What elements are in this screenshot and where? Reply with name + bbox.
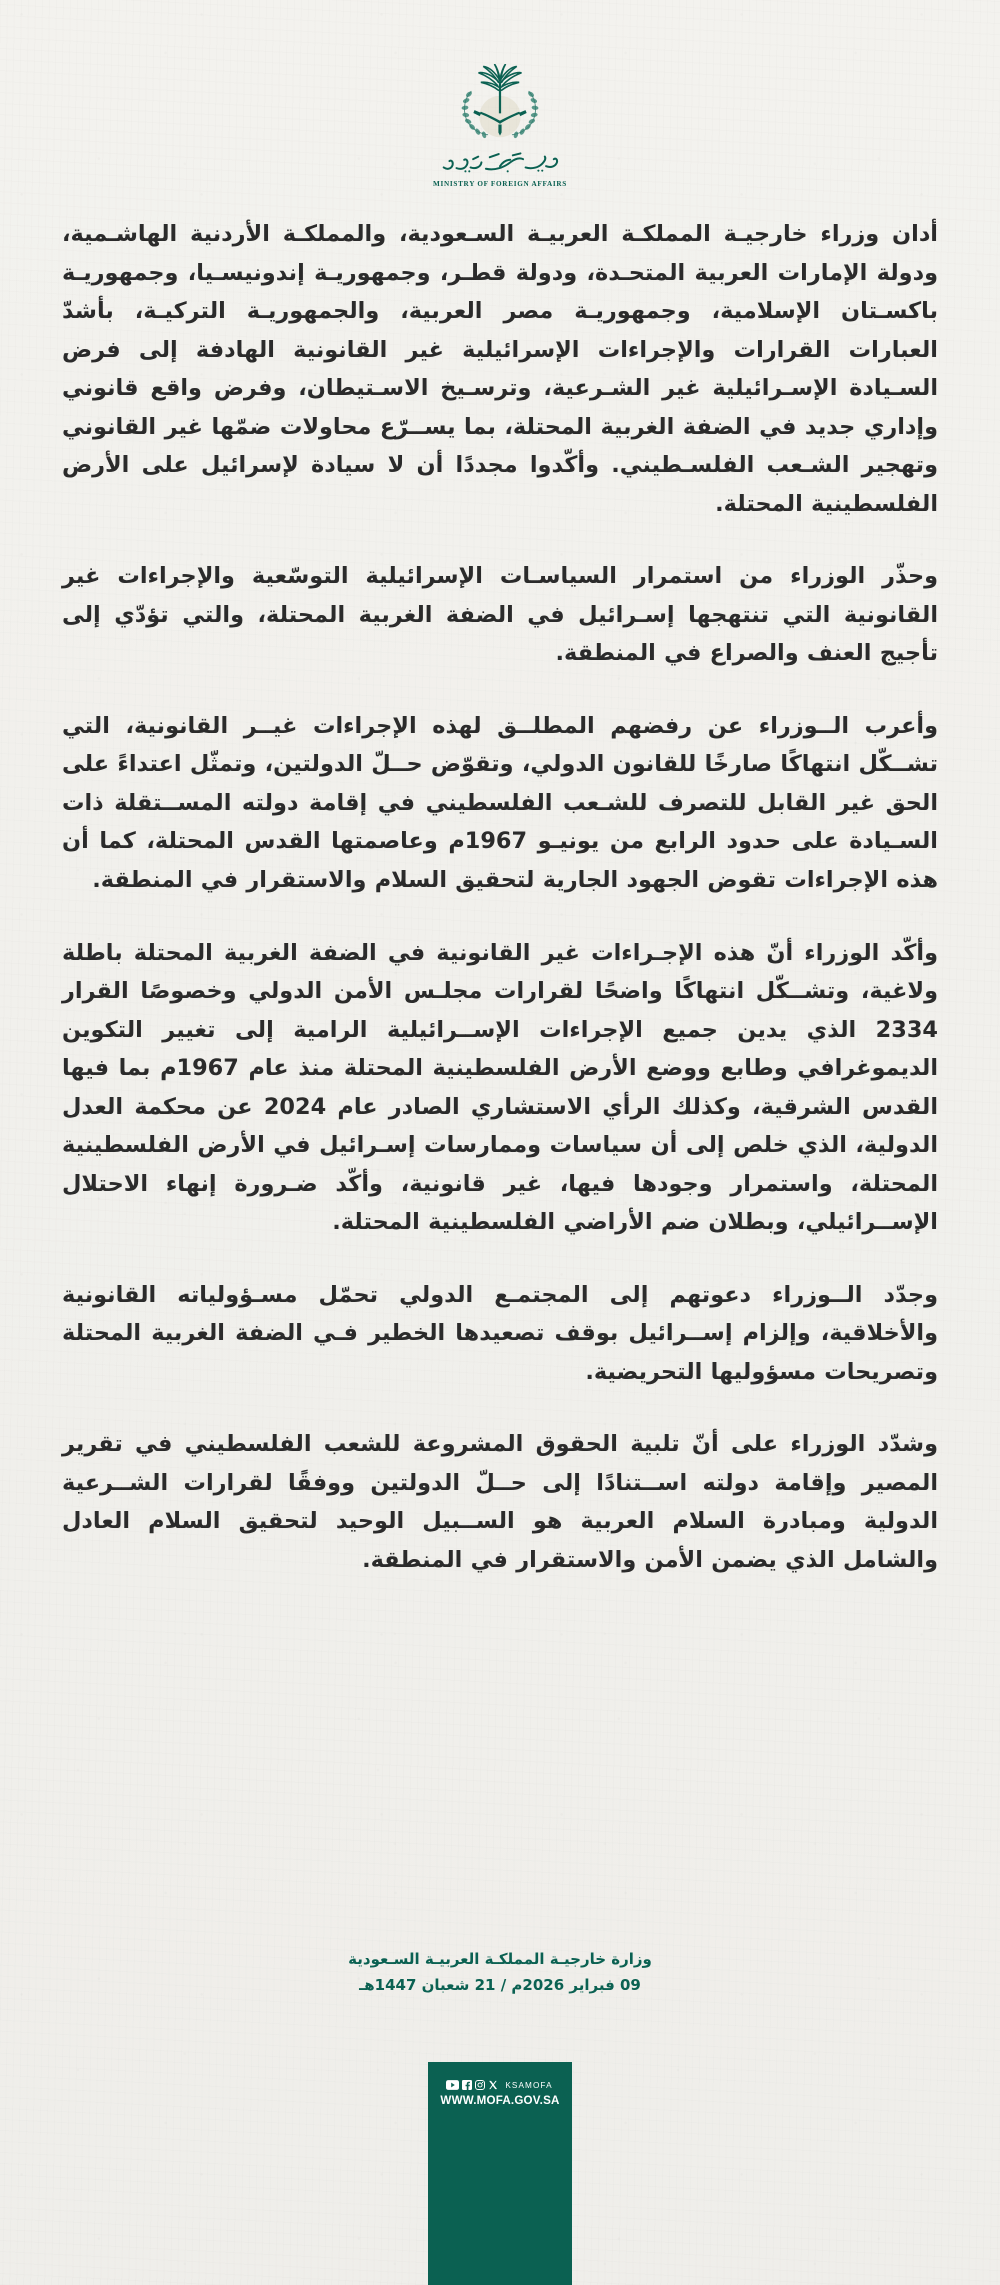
facebook-icon[interactable] — [462, 2080, 472, 2090]
signature-date: 09 فبراير 2026م / 21 شعبان 1447هـ — [359, 1976, 641, 1995]
social-links-row — [446, 2080, 553, 2090]
footer-brand-panel — [428, 2062, 572, 2285]
statement-paragraph-1: أدان وزراء خارجيـة المملكـة العربيـة السـعودية، والمملكـة الأردنية الهاشـمية، ودولة الإمارات العربية المتحـدة، ودولة قطـر، وجمهوريـة إندونيسـيا، وجمهوريـة باكسـتان الإسلامية، وجمهوريـة مصر العربية، والجمهوريـة التركيـة، بأشدّ العبارات القرارات والإجراءات الإسرائيلية غير القانونية الهادفة إلى فرض السـيادة الإسـرائيلية غير الشـرعية، وترسـيخ الاسـتيطان، وفرض واقع قانوني وإداري جديد في الضفة الغربية المحتلة، بما يســرّع محاولات ضمّها غير القانوني وتهجير الشـعب الفلسـطيني. وأكّدوا مجددًا أن لا سيادة لإسرائيل على الأرض الفلسطينية المحتلة. — [62, 221, 938, 517]
document-header — [0, 64, 1000, 188]
saudi-emblem-palm-and-swords-icon — [452, 64, 548, 142]
statement-paragraph-5: وجدّد الــوزراء دعوتهم إلى المجتمـع الدولي تحمّل مسـؤولياته القانونية والأخلاقية، وإلزام إســرائيل بوقف تصعيدها الخطير فـي الضفة الغربية المحتلة وتصريحات مسؤوليها التحريضية. — [62, 1281, 938, 1385]
statement-paragraph-6: وشدّد الوزراء على أنّ تلبية الحقوق المشروعة للشعب الفلسطيني في تقرير المصير وإقامة دولته اســتنادًا إلى حــلّ الدولتين ووفقًا لقرارات الشــرعية الدولية ومبادرة السلام العربية هو الســبيل الوحيد لتحقيق السلام العادل والشامل الذي يضمن الأمن والاستقرار في المنطقة. — [62, 1431, 938, 1573]
instagram-icon[interactable] — [475, 2080, 485, 2090]
social-handle[interactable]: KSAMOFA — [505, 2080, 553, 2090]
signature-block — [0, 1946, 1000, 1999]
ministry-name-en: MINISTRY OF FOREIGN AFFAIRS — [433, 180, 567, 188]
youtube-icon[interactable] — [446, 2080, 459, 2090]
signature-authority: وزارة خارجيـة المملكـة العربيـة السـعودية — [348, 1950, 652, 1968]
ministry-arabic-wordmark-icon — [436, 148, 564, 178]
website-url[interactable]: WWW.MOFA.GOV.SA — [440, 2094, 560, 2107]
x-twitter-icon[interactable] — [488, 2080, 498, 2090]
statement-paragraph-3: وأعرب الــوزراء عن رفضهم المطلــق لهذه الإجراءات غيــر القانونية، التي تشــكّل انتهاكًا صارخًا للقانون الدولي، وتقوّض حــلّ الدولتين، وتمثّل اعتداءً على الحق غير القابل للتصرف للشـعب الفلسطيني في إقامة دولته المســتقلة ذات السـيادة على حدود الرابع من يونيـو 1967م وعاصمتها القدس المحتلة، كما أن هذه الإجراءات تقوض الجهود الجارية لتحقيق السلام والاستقرار في المنطقة. — [62, 712, 938, 893]
statement-body — [62, 215, 938, 1579]
statement-paragraph-2: وحذّر الوزراء من استمرار السياسـات الإسرائيلية التوسّعية والإجراءات غير القانونية التي تنتهجها إسـرائيل في الضفة الغربية المحتلة، والتي تؤدّي إلى تأجيج العنف والصراع في المنطقة. — [62, 563, 938, 667]
statement-paragraph-4: وأكّد الوزراء أنّ هذه الإجـراءات غير القانونية في الضفة الغربية المحتلة باطلة ولاغية، وتشــكّل انتهاكًا واضحًا لقرارات مجلـس الأمن الدولي وخصوصًا القرار 2334 الذي يدين جميع الإجراءات الإســرائيلية الرامية إلى تغيير التكوين الديموغرافي وطابع ووضع الأرض الفلسطينية المحتلة منذ عام 1967م بما فيها القدس الشرقية، وكذلك الرأي الاستشاري الصادر عام 2024 عن محكمة العدل الدولية، الذي خلص إلى أن سياسات وممارسات إسـرائيل في الأرض الفلسطينية المحتلة، واستمرار وجودها فيها، غير قانونية، وأكّد ضـرورة إنهاء الاحتلال الإســرائيلي، وبطلان ضم الأراضي الفلسطينية المحتلة. — [62, 939, 938, 1236]
